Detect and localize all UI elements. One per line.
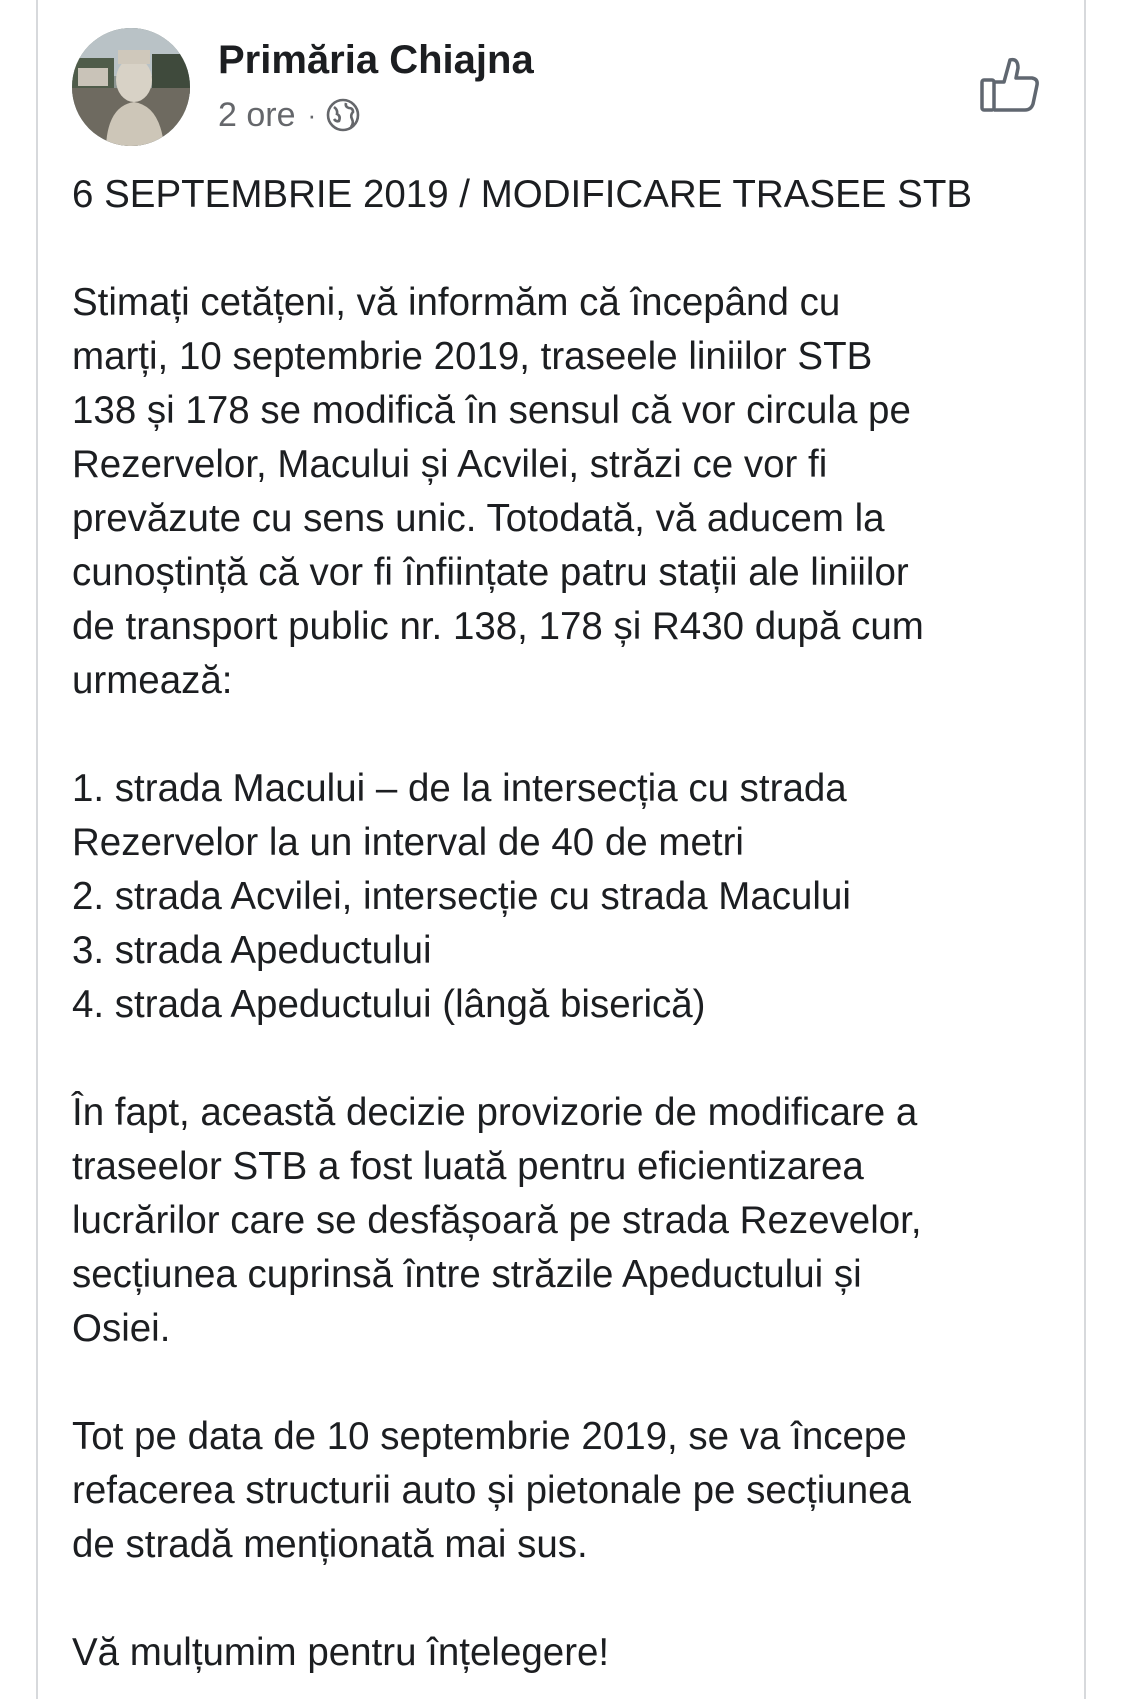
globe-icon: [326, 98, 360, 132]
closing-line: Vă mulțumim pentru înțelegere!: [72, 1631, 610, 1674]
post-card: [36, 0, 1086, 1699]
paragraph-line: Osiei.: [72, 1307, 171, 1350]
paragraph-line: Tot pe data de 10 septembrie 2019, se va începe: [72, 1415, 907, 1458]
paragraph-line: urmează:: [72, 659, 233, 702]
post-text: [72, 168, 1062, 1680]
list-item: Rezervelor la un interval de 40 de metri: [72, 821, 744, 864]
post-time[interactable]: 2 ore: [218, 95, 296, 134]
paragraph-line: traseelor STB a fost luată pentru eficientizarea: [72, 1145, 864, 1188]
paragraph-line: marți, 10 septembrie 2019, traseele liniilor STB: [72, 335, 873, 378]
list-item: 4. strada Apeductului (lângă biserică): [72, 983, 706, 1026]
paragraph-line: prevăzute cu sens unic. Totodată, vă aducem la: [72, 497, 885, 540]
paragraph-line: cunoștință că vor fi înființate patru stații ale liniilor: [72, 551, 909, 594]
avatar-image: [72, 28, 190, 146]
paragraph-line: Stimați cetățeni, vă informăm că începând cu: [72, 281, 841, 324]
list-item: 3. strada Apeductului: [72, 929, 432, 972]
post-title: 6 SEPTEMBRIE 2019 / MODIFICARE TRASEE STB: [72, 173, 973, 216]
thumbs-up-icon[interactable]: [978, 52, 1042, 116]
paragraph-line: lucrărilor care se desfășoară pe strada Rezevelor,: [72, 1199, 922, 1242]
list-item: 1. strada Macului – de la intersecția cu strada: [72, 767, 847, 810]
meta-separator: ·: [307, 99, 317, 130]
paragraph-line: 138 și 178 se modifică în sensul că vor circula pe: [72, 389, 911, 432]
paragraph-line: În fapt, această decizie provizorie de modificare a: [72, 1091, 918, 1134]
paragraph-line: refacerea structurii auto și pietonale pe secțiunea: [72, 1469, 911, 1512]
paragraph-line: de stradă menționată mai sus.: [72, 1523, 588, 1566]
list-item: 2. strada Acvilei, intersecție cu strada Macului: [72, 875, 851, 918]
page-name[interactable]: Primăria Chiajna: [218, 38, 534, 82]
paragraph-line: Rezervelor, Macului și Acvilei, străzi ce vor fi: [72, 443, 828, 486]
post-header: [38, 0, 1084, 160]
paragraph-line: de transport public nr. 138, 178 și R430 după cum: [72, 605, 924, 648]
paragraph-line: secțiunea cuprinsă între străzile Apeductului și: [72, 1253, 862, 1296]
post-meta: [218, 94, 360, 136]
avatar[interactable]: [72, 28, 190, 146]
